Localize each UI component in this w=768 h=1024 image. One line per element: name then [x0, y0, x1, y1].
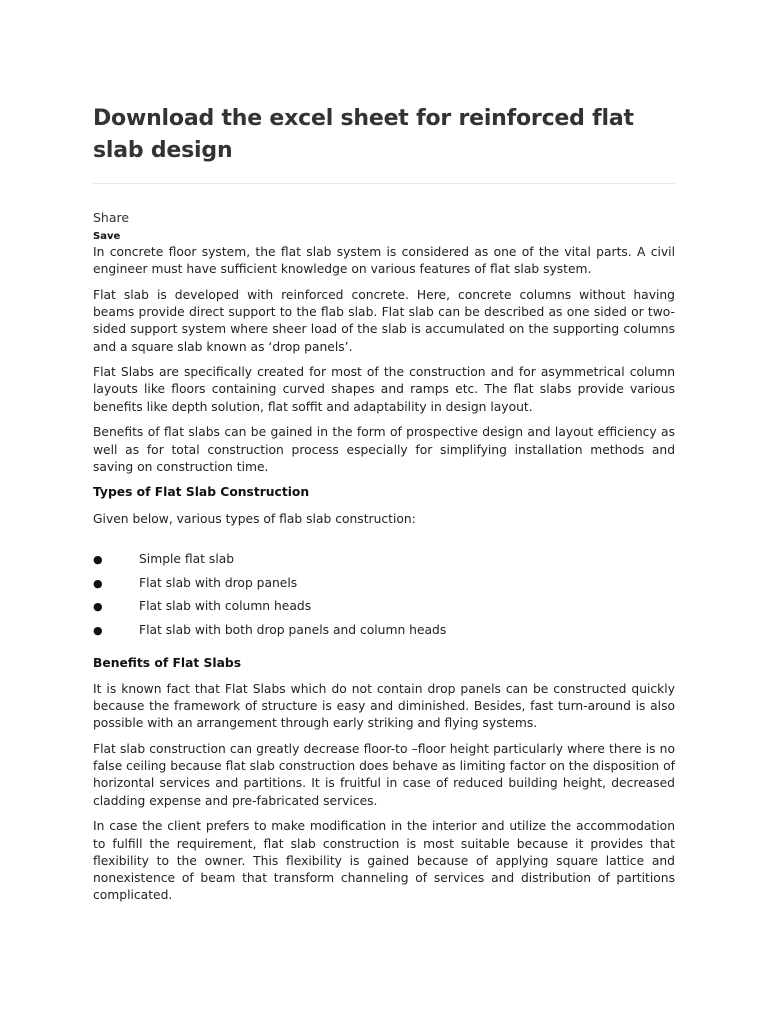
list-item: [93, 575, 675, 592]
benefits-heading: Benefits of Flat Slabs: [93, 655, 242, 670]
list-item-label: Flat slab with column heads: [139, 599, 312, 614]
list-item: [93, 598, 675, 615]
list-item-label: Simple flat slab: [139, 552, 235, 567]
list-item: [93, 622, 675, 639]
article-body: [93, 244, 675, 913]
paragraph-benefit-speed: It is known fact that Flat Slabs which do not contain drop panels can be constructed quickly because the framework of structure is easy and diminished. Besides, fast turn-around is also possible with an arrangement through early striking and flying systems.: [93, 681, 675, 731]
bullet-icon: ●: [93, 623, 103, 637]
save-button[interactable]: Save: [93, 231, 121, 242]
bullet-icon: ●: [93, 553, 103, 567]
types-list: [93, 551, 675, 638]
bullet-icon: ●: [93, 576, 103, 590]
paragraph-benefit-flexibility: In case the client prefers to make modification in the interior and utilize the accommodation to fulfill the requirement, flat slab construction is most suitable because it provides that flexibility to the owner. This flexibility is gained because of applying square lattice and nonexistence of beam that transform channeling of services and distribution of partitions complicated.: [93, 819, 675, 903]
title-divider: [93, 183, 675, 184]
list-spacer: [93, 536, 675, 551]
page-title: Download the excel sheet for reinforced flat slab design: [93, 106, 634, 163]
paragraph-benefits-summary: Benefits of flat slabs can be gained in the form of prospective design and layout efficiency as well as for total construction process especially for simplifying installation methods and saving on construction time.: [93, 425, 675, 474]
list-item-label: Flat slab with both drop panels and column heads: [139, 622, 447, 637]
list-spacer: [93, 647, 675, 655]
bullet-icon: ●: [93, 600, 103, 614]
types-intro: Given below, various types of flab slab construction:: [93, 511, 416, 526]
paragraph-benefit-height: Flat slab construction can greatly decrease floor-to –floor height particularly where there is no false ceiling because flat slab construction does behave as limiting factor on the disposition of horizontal services and partitions. It is fruitful in case of reduced building height, decreased cladding expense and pre-fabricated services.: [93, 742, 675, 808]
list-item-label: Flat slab with drop panels: [139, 575, 298, 590]
list-item: [93, 551, 675, 568]
types-heading: Types of Flat Slab Construction: [93, 485, 310, 500]
paragraph-definition: Flat slab is developed with reinforced concrete. Here, concrete columns without having beams provide direct support to the flab slab. Flat slab can be described as one sided or two-sided support system where sheer load of the slab is accumulated on the supporting columns and a square slab known as ‘drop panels’.: [93, 287, 675, 354]
share-button[interactable]: Share: [93, 210, 130, 225]
paragraph-usage: Flat Slabs are specifically created for most of the construction and for asymmetrical column layouts like floors containing curved shapes and ramps etc. The flat slabs provide various benefits like depth solution, flat soffit and adaptability in design layout.: [93, 365, 675, 414]
paragraph-intro: In concrete floor system, the flat slab system is considered as one of the vital parts. A civil engineer must have sufficient knowledge on various features of flat slab system.: [93, 245, 675, 277]
